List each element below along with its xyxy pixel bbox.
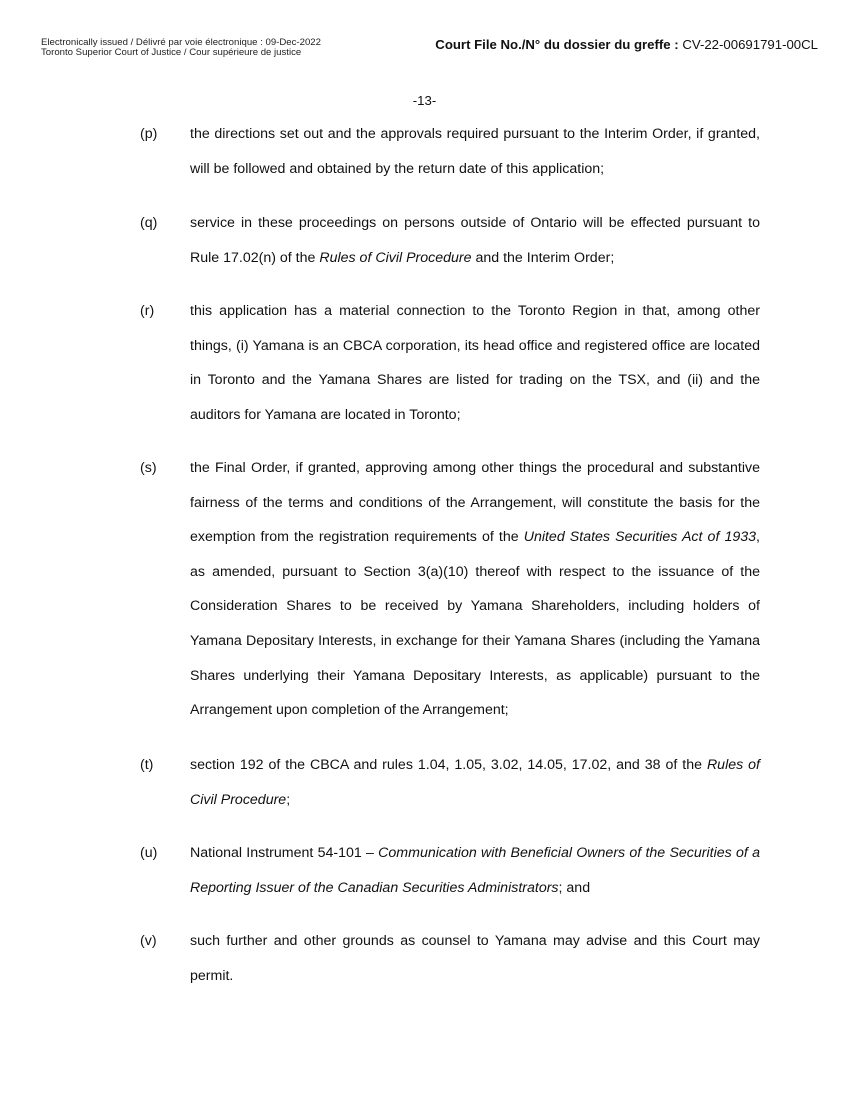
item-letter: (r) xyxy=(140,303,155,319)
item-letter: (s) xyxy=(140,460,157,476)
issued-line: Electronically issued / Délivré par voie électronique : 09-Dec-2022 xyxy=(41,37,321,48)
item-text: section 192 of the CBCA and rules 1.04, 1.05, 3.02, 14.05, 17.02, and 38 of the Rules of Civil Procedure; xyxy=(190,757,760,808)
file-number: CV-22-00691791-00CL xyxy=(678,37,818,52)
item-letter: (u) xyxy=(140,845,158,861)
item-letter: (t) xyxy=(140,757,154,773)
item-text: such further and other grounds as counsel to Yamana may advise and this Court may permit. xyxy=(190,933,760,984)
issuance-stamp xyxy=(41,38,321,58)
item-text: service in these proceedings on persons outside of Ontario will be effected pursuant to Rule 17.02(n) of the Rules of Civil Procedure and the Interim Order; xyxy=(190,215,760,266)
file-label: Court File No./N° du dossier du greffe : xyxy=(435,37,679,52)
list-item-s xyxy=(140,451,760,728)
list-item-v xyxy=(140,924,760,993)
item-text: National Instrument 54-101 – Communication with Beneficial Owners of the Securities of a Reporting Issuer of the Canadian Securities Administrators; and xyxy=(190,845,760,896)
list-item-u xyxy=(140,836,760,905)
court-line: Toronto Superior Court of Justice / Cour supérieure de justice xyxy=(41,47,302,58)
list-item-p xyxy=(140,117,760,186)
item-letter: (q) xyxy=(140,215,158,231)
list-item-t xyxy=(140,748,760,817)
court-file-number xyxy=(435,37,818,52)
list-item-q xyxy=(140,206,760,275)
item-letter: (v) xyxy=(140,933,157,949)
page-number: -13- xyxy=(412,93,437,108)
list-item-r xyxy=(140,294,760,432)
item-text: this application has a material connection to the Toronto Region in that, among other things, (i) Yamana is an CBCA corporation, its head office and registered office are located in Toronto and the Yamana Shares are listed for trading on the TSX, and (ii) and the auditors for Yamana are located in Toronto; xyxy=(190,303,760,423)
item-text: the directions set out and the approvals required pursuant to the Interim Order, if granted, will be followed and obtained by the return date of this application; xyxy=(190,126,760,177)
item-text: the Final Order, if granted, approving among other things the procedural and substantive fairness of the terms and conditions of the Arrangement, will constitute the basis for the exemption from the registration requirements of the United States Securities Act of 1933, as amended, pursuant to Section 3(a)(10) thereof with respect to the issuance of the Consideration Shares to be received by Yamana Shareholders, including holders of Yamana Depositary Interests, in exchange for their Yamana Shares (including the Yamana Shares underlying their Yamana Depositary Interests, as applicable) pursuant to the Arrangement upon completion of the Arrangement; xyxy=(190,460,760,719)
item-letter: (p) xyxy=(140,126,158,142)
